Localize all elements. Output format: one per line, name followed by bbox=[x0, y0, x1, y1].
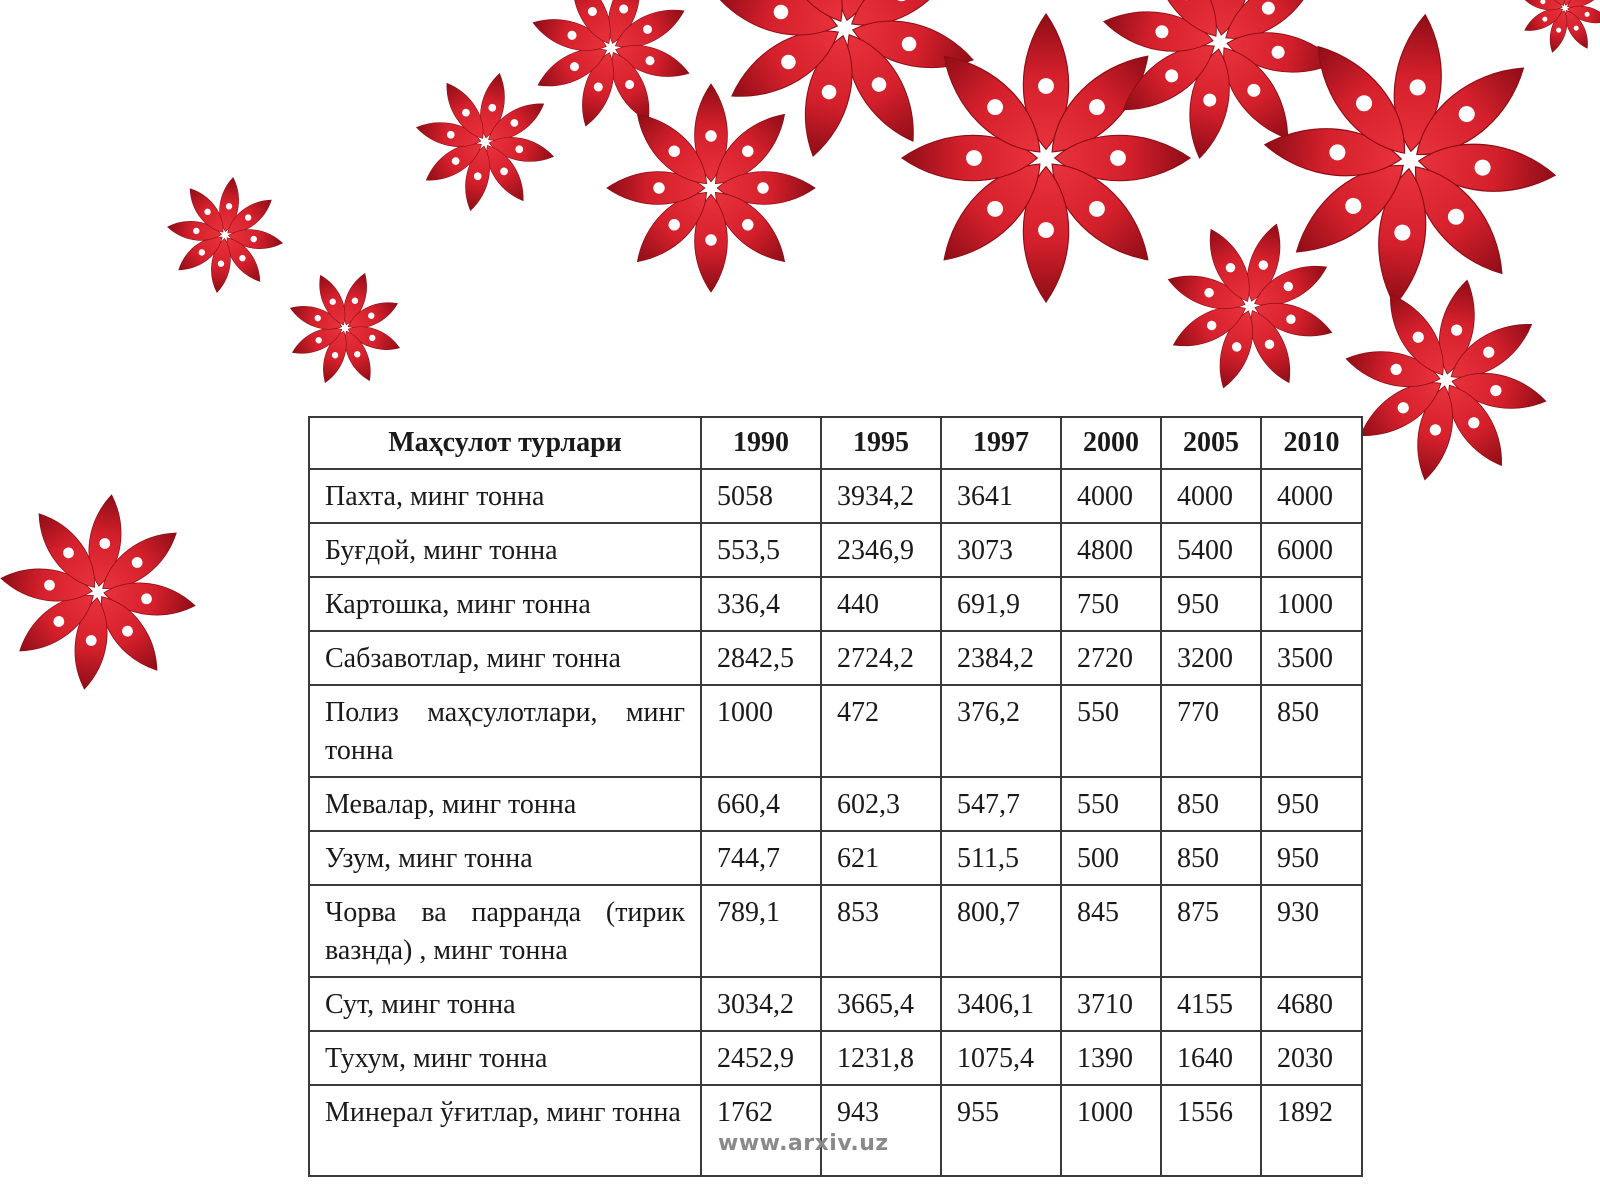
value-cell: 3641 bbox=[941, 469, 1061, 523]
product-cell: Минерал ўғитлар, минг тонна bbox=[309, 1085, 701, 1176]
value-cell: 750 bbox=[1061, 577, 1161, 631]
product-cell: Чорва ва парранда (тирик вазнда) , минг тонна bbox=[309, 885, 701, 977]
value-cell: 2720 bbox=[1061, 631, 1161, 685]
value-cell: 3665,4 bbox=[821, 977, 941, 1031]
table-row bbox=[309, 577, 1362, 631]
value-cell: 3200 bbox=[1161, 631, 1261, 685]
value-cell: 621 bbox=[821, 831, 941, 885]
value-cell: 1762 bbox=[701, 1085, 821, 1176]
header-year-2010: 2010 bbox=[1261, 417, 1362, 469]
value-cell: 955 bbox=[941, 1085, 1061, 1176]
value-cell: 1000 bbox=[1261, 577, 1362, 631]
value-cell: 511,5 bbox=[941, 831, 1061, 885]
value-cell: 440 bbox=[821, 577, 941, 631]
value-cell: 1892 bbox=[1261, 1085, 1362, 1176]
red-flower-icon bbox=[508, 0, 715, 151]
product-cell: Тухум, минг тонна bbox=[309, 1031, 701, 1085]
value-cell: 6000 bbox=[1261, 523, 1362, 577]
product-cell: Буғдой, минг тонна bbox=[309, 523, 701, 577]
value-cell: 850 bbox=[1161, 777, 1261, 831]
value-cell: 4000 bbox=[1061, 469, 1161, 523]
product-cell: Пахта, минг тонна bbox=[309, 469, 701, 523]
value-cell: 472 bbox=[821, 685, 941, 777]
value-cell: 850 bbox=[1261, 685, 1362, 777]
red-flower-icon bbox=[271, 254, 420, 403]
header-year-1990: 1990 bbox=[701, 417, 821, 469]
value-cell: 336,4 bbox=[701, 577, 821, 631]
value-cell: 3406,1 bbox=[941, 977, 1061, 1031]
value-cell: 950 bbox=[1261, 831, 1362, 885]
value-cell: 950 bbox=[1161, 577, 1261, 631]
watermark-text: www.arxiv.uz bbox=[718, 1131, 889, 1156]
table-row bbox=[309, 885, 1362, 977]
value-cell: 930 bbox=[1261, 885, 1362, 977]
red-flower-icon bbox=[1508, 0, 1600, 65]
production-table bbox=[308, 416, 1363, 1177]
value-cell: 691,9 bbox=[941, 577, 1061, 631]
table-row bbox=[309, 469, 1362, 523]
value-cell: 875 bbox=[1161, 885, 1261, 977]
table-row bbox=[309, 1031, 1362, 1085]
value-cell: 550 bbox=[1061, 777, 1161, 831]
value-cell: 3034,2 bbox=[701, 977, 821, 1031]
value-cell: 3710 bbox=[1061, 977, 1161, 1031]
product-cell: Картошка, минг тонна bbox=[309, 577, 701, 631]
value-cell: 850 bbox=[1161, 831, 1261, 885]
value-cell: 553,5 bbox=[701, 523, 821, 577]
red-flower-icon bbox=[902, 14, 1190, 302]
value-cell: 550 bbox=[1061, 685, 1161, 777]
product-cell: Узум, минг тонна bbox=[309, 831, 701, 885]
value-cell: 547,7 bbox=[941, 777, 1061, 831]
value-cell: 1075,4 bbox=[941, 1031, 1061, 1085]
value-cell: 950 bbox=[1261, 777, 1362, 831]
value-cell: 376,2 bbox=[941, 685, 1061, 777]
value-cell: 1231,8 bbox=[821, 1031, 941, 1085]
table-row bbox=[309, 685, 1362, 777]
value-cell: 3500 bbox=[1261, 631, 1362, 685]
product-cell: Сабзавотлар, минг тонна bbox=[309, 631, 701, 685]
value-cell: 4680 bbox=[1261, 977, 1362, 1031]
value-cell: 1390 bbox=[1061, 1031, 1161, 1085]
value-cell: 1000 bbox=[1061, 1085, 1161, 1176]
header-year-1997: 1997 bbox=[941, 417, 1061, 469]
header-year-2005: 2005 bbox=[1161, 417, 1261, 469]
red-flower-icon bbox=[0, 481, 209, 702]
value-cell: 2030 bbox=[1261, 1031, 1362, 1085]
value-cell: 2346,9 bbox=[821, 523, 941, 577]
product-cell: Сут, минг тонна bbox=[309, 977, 701, 1031]
table-row bbox=[309, 831, 1362, 885]
value-cell: 3934,2 bbox=[821, 469, 941, 523]
table-header-row bbox=[309, 417, 1362, 469]
value-cell: 500 bbox=[1061, 831, 1161, 885]
value-cell: 2452,9 bbox=[701, 1031, 821, 1085]
value-cell: 4000 bbox=[1261, 469, 1362, 523]
value-cell: 744,7 bbox=[701, 831, 821, 885]
product-cell: Полиз маҳсулотлари, минг тонна bbox=[309, 685, 701, 777]
value-cell: 2384,2 bbox=[941, 631, 1061, 685]
table-row bbox=[309, 523, 1362, 577]
table-row bbox=[309, 777, 1362, 831]
value-cell: 602,3 bbox=[821, 777, 941, 831]
red-flower-icon bbox=[607, 84, 815, 292]
value-cell: 3073 bbox=[941, 523, 1061, 577]
value-cell: 4800 bbox=[1061, 523, 1161, 577]
header-year-2000: 2000 bbox=[1061, 417, 1161, 469]
value-cell: 2724,2 bbox=[821, 631, 941, 685]
header-product-types: Маҳсулот турлари bbox=[309, 417, 701, 469]
value-cell: 789,1 bbox=[701, 885, 821, 977]
value-cell: 770 bbox=[1161, 685, 1261, 777]
table-row bbox=[309, 977, 1362, 1031]
value-cell: 5400 bbox=[1161, 523, 1261, 577]
product-cell: Мевалар, минг тонна bbox=[309, 777, 701, 831]
red-flower-icon bbox=[159, 169, 290, 300]
value-cell: 660,4 bbox=[701, 777, 821, 831]
value-cell: 4000 bbox=[1161, 469, 1261, 523]
value-cell: 1640 bbox=[1161, 1031, 1261, 1085]
table-row bbox=[309, 631, 1362, 685]
value-cell: 853 bbox=[821, 885, 941, 977]
value-cell: 4155 bbox=[1161, 977, 1261, 1031]
value-cell: 5058 bbox=[701, 469, 821, 523]
header-year-1995: 1995 bbox=[821, 417, 941, 469]
value-cell: 943 bbox=[821, 1085, 941, 1176]
value-cell: 1000 bbox=[701, 685, 821, 777]
value-cell: 1556 bbox=[1161, 1085, 1261, 1176]
value-cell: 2842,5 bbox=[701, 631, 821, 685]
value-cell: 800,7 bbox=[941, 885, 1061, 977]
value-cell: 845 bbox=[1061, 885, 1161, 977]
production-table-wrapper bbox=[308, 416, 1361, 1170]
